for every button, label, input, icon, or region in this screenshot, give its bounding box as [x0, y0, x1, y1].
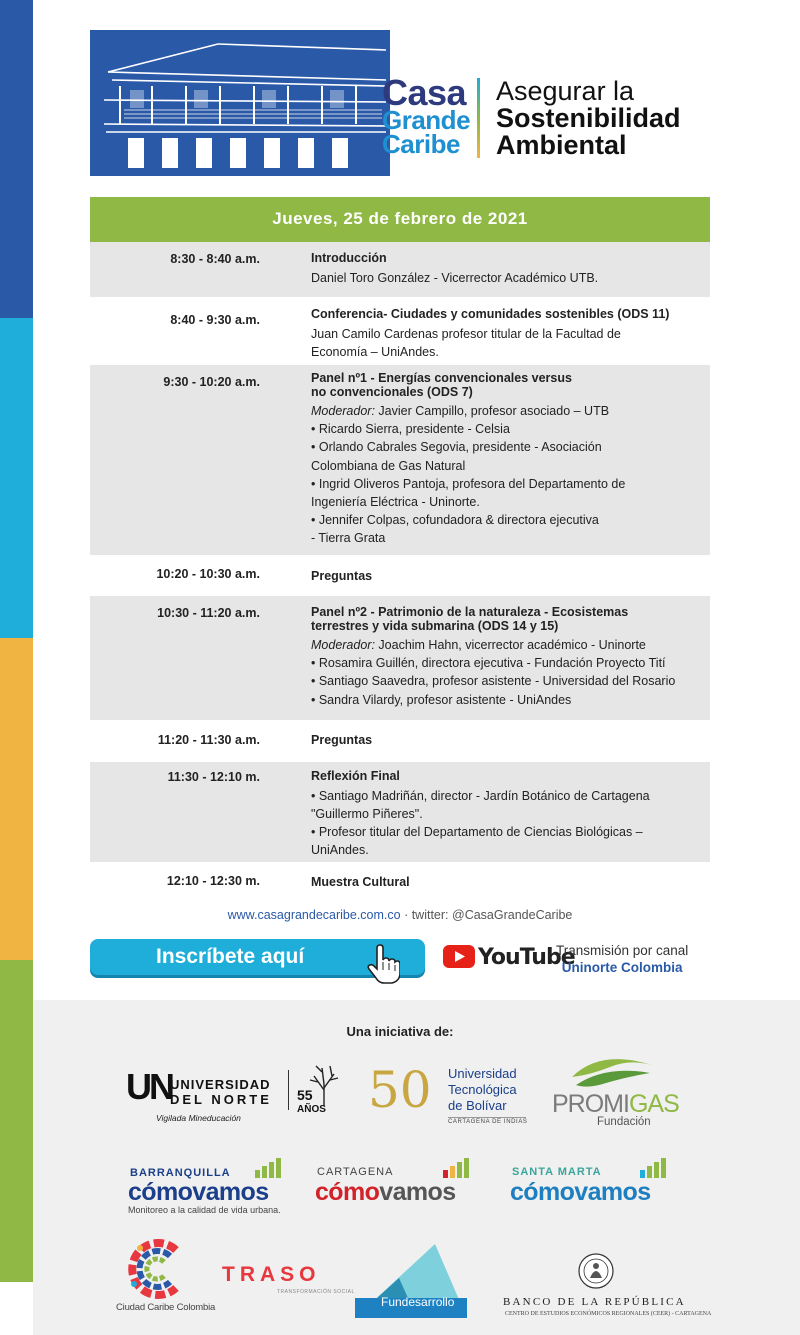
web-links — [0, 908, 800, 922]
promigas-leaf-icon — [570, 1055, 654, 1093]
signup-button[interactable]: Inscríbete aquí — [90, 939, 425, 975]
agenda-title: Muestra Cultural — [311, 875, 410, 889]
agenda-moderator — [311, 402, 709, 420]
event-date-bar: Jueves, 25 de febrero de 2021 — [90, 197, 710, 242]
cv-vamos: vamos — [192, 1178, 269, 1206]
agenda-title-2: terrestres y vida submarina (ODS 14 y 15) — [311, 618, 559, 633]
website-link[interactable]: www.casagrandecaribe.com.co — [227, 908, 401, 922]
fundesarrollo-logo — [355, 1240, 470, 1318]
agenda-time: 12:10 - 12:30 m. — [166, 874, 260, 888]
agenda-line: Juan Camilo Cardenas profesor titular de la Facultad de — [311, 326, 621, 341]
twitter-handle-link[interactable]: @CasaGrandeCaribe — [452, 908, 573, 922]
stripe-green — [0, 960, 33, 1282]
cv-vamos: vamos — [574, 1178, 651, 1206]
utb-line-1: Universidad — [448, 1066, 517, 1081]
promigas-logo — [552, 1055, 682, 1135]
agenda-line: • Ingrid Oliveros Pantoja, profesora del Departamento de — [311, 476, 626, 491]
agenda-line: Ingeniería Eléctrica - Uninorte. — [311, 495, 480, 510]
promigas-name-a: PROMI — [552, 1090, 629, 1118]
agenda-body — [311, 734, 709, 751]
cv-wordmark — [315, 1179, 456, 1205]
brand-caribe: Caribe — [382, 129, 460, 160]
cv-city: CARTAGENA — [317, 1166, 394, 1178]
cv-subtitle: Monitoreo a la calidad de vida urbana. — [128, 1205, 281, 1215]
utb-anniversary: 50 — [368, 1061, 432, 1119]
ciudad-caribe-label: Ciudad Caribe Colombia — [116, 1302, 216, 1313]
bar-chart-icon — [640, 1158, 666, 1178]
brand-grande: Grande — [382, 105, 471, 136]
uninorte-divider — [288, 1070, 289, 1110]
header — [90, 28, 730, 178]
agenda-body — [311, 372, 709, 548]
agenda-time: 10:30 - 11:20 a.m. — [157, 606, 260, 620]
agenda-line: • Rosamira Guillén, directora ejecutiva - Fundación Proyecto Tití — [311, 656, 666, 671]
tagline-line-1: Asegurar la — [496, 76, 635, 106]
agenda-title-1: Panel nº1 - Energías convencionales versus — [311, 371, 572, 385]
promigas-fundacion: Fundación — [597, 1116, 651, 1128]
agenda-line: • Orlando Cabrales Segovia, presidente - Asociación — [311, 440, 602, 455]
agenda-line: • Ricardo Sierra, presidente - Celsia — [311, 422, 510, 437]
utb-line-2: Tecnológica — [448, 1082, 517, 1097]
uninorte-years-label: AÑOS — [297, 1104, 326, 1115]
agenda-line: Daniel Toro González - Vicerrector Académico UTB. — [311, 270, 599, 285]
agenda-time: 8:40 - 9:30 a.m. — [170, 313, 260, 327]
traso-subtitle: TRANSFORMACIÓN SOCIAL — [277, 1289, 355, 1295]
tree-icon — [308, 1062, 340, 1106]
agenda-line: Colombiana de Gas Natural — [311, 458, 466, 473]
header-divider — [477, 78, 480, 158]
cv-wordmark — [128, 1179, 269, 1205]
tagline — [496, 78, 681, 159]
stream-info — [556, 942, 688, 976]
twitter-label: · twitter: — [400, 908, 452, 922]
banco-seal-icon — [577, 1252, 615, 1292]
agenda-time: 8:30 - 8:40 a.m. — [170, 252, 260, 266]
agenda-time: 11:20 - 11:30 a.m. — [157, 733, 260, 747]
stream-channel[interactable]: Uninorte Colombia — [561, 960, 683, 975]
agenda-row — [90, 596, 710, 720]
uninorte-years-number: 55 — [297, 1087, 313, 1103]
agenda-body — [311, 570, 709, 587]
agenda-row — [90, 297, 710, 365]
utb-line-3: de Bolívar — [448, 1098, 507, 1113]
agenda-line: "Guillermo Piñeres". — [311, 806, 423, 821]
agenda-row — [90, 762, 710, 862]
uninorte-line-2: DEL NORTE — [170, 1092, 272, 1107]
cv-como: cómo — [128, 1178, 193, 1206]
agenda-row — [90, 555, 710, 596]
utb-name — [448, 1066, 517, 1114]
agenda-line: • Profesor titular del Departamento de Ciencias Biológicas – — [311, 824, 643, 839]
cv-vamos: vamos — [379, 1178, 456, 1206]
bar-chart-icon — [255, 1158, 281, 1178]
ciudad-caribe-c-icon — [126, 1238, 188, 1300]
tagline-line-3: Ambiental — [496, 130, 627, 160]
ciudad-caribe-colombia-logo — [112, 1238, 222, 1318]
agenda-row — [90, 862, 710, 898]
agenda-title-2: no convencionales (ODS 7) — [311, 384, 473, 399]
agenda-title: Preguntas — [311, 733, 373, 747]
agenda-title: Introducción — [311, 251, 387, 265]
bar-chart-icon — [443, 1158, 469, 1178]
uninorte-mark: UN — [126, 1066, 172, 1107]
stream-line-1: Transmisión por canal — [556, 943, 689, 958]
traso-logo — [222, 1263, 355, 1295]
stripe-blue — [0, 0, 33, 318]
utb-city: CARTAGENA DE INDIAS — [448, 1119, 528, 1125]
promigas-name — [552, 1090, 679, 1119]
agenda-line: • Santiago Saavedra, profesor asistente - Universidad del Rosario — [311, 674, 676, 689]
agenda-title: Reflexión Final — [311, 769, 400, 783]
moderator-name: Javier Campillo, profesor asociado – UTB — [374, 404, 610, 418]
agenda-row — [90, 365, 710, 555]
brand-casa: Casa — [382, 72, 467, 113]
agenda-line: Economía – UniAndes. — [311, 344, 439, 359]
cv-wordmark — [510, 1179, 651, 1205]
agenda-title: Conferencia- Ciudades y comunidades sostenibles (ODS 11) — [311, 307, 670, 321]
moderator-name: Joachim Hahn, vicerrector académico - Uninorte — [374, 638, 646, 652]
uninorte-vigilada: Vigilada Mineducación — [156, 1113, 241, 1123]
agenda-time: 11:30 - 12:10 m. — [167, 770, 260, 784]
traso-wordmark: TRASO — [222, 1263, 321, 1286]
agenda-line: • Jennifer Colpas, cofundadora & directora ejecutiva — [311, 513, 599, 528]
fundesarrollo-label: Fundesarrollo — [381, 1295, 455, 1309]
moderator-label: Moderador: — [311, 638, 375, 652]
cv-city: SANTA MARTA — [512, 1166, 602, 1178]
agenda-body — [311, 252, 709, 287]
agenda-row — [90, 242, 710, 297]
agenda-title-1: Panel nº2 - Patrimonio de la naturaleza - Ecosistemas — [311, 605, 629, 619]
agenda-body — [311, 876, 709, 893]
cv-como: cómo — [315, 1178, 380, 1206]
agenda-body — [311, 606, 709, 709]
agenda-row — [90, 720, 710, 762]
initiative-heading: Una iniciativa de: — [346, 1024, 454, 1039]
tagline-line-2: Sostenibilidad — [496, 103, 681, 133]
agenda-line: UniAndes. — [311, 843, 369, 858]
agenda-moderator — [311, 636, 709, 654]
agenda-time: 9:30 - 10:20 a.m. — [163, 375, 260, 389]
casa-grande-caribe-logo — [382, 72, 471, 160]
agenda-time: 10:20 - 10:30 a.m. — [156, 567, 260, 581]
agenda-line: - Tierra Grata — [311, 531, 386, 546]
banco-name: BANCO DE LA REPÚBLICA — [503, 1296, 686, 1308]
pointer-hand-icon — [366, 944, 400, 984]
agenda-line: • Sandra Vilardy, profesor asistente - UniAndes — [311, 692, 572, 707]
cv-city: BARRANQUILLA — [130, 1167, 231, 1179]
agenda-body — [311, 770, 709, 859]
agenda-title: Preguntas — [311, 569, 373, 583]
banco-republica-logo — [503, 1252, 712, 1322]
stripe-cyan — [0, 318, 33, 638]
banco-subtitle: CENTRO DE ESTUDIOS ECONÓMICOS REGIONALES (CEER) - CARTAGENA — [505, 1311, 712, 1317]
cv-como: cómo — [510, 1178, 575, 1206]
youtube-wordmark: YouTube — [478, 945, 575, 970]
agenda-line: • Santiago Madriñán, director - Jardín Botánico de Cartagena — [311, 788, 650, 803]
agenda-body — [311, 308, 709, 361]
moderator-label: Moderador: — [311, 404, 375, 418]
promigas-name-b: GAS — [628, 1090, 679, 1118]
uninorte-line-1: UNIVERSIDAD — [170, 1077, 271, 1092]
